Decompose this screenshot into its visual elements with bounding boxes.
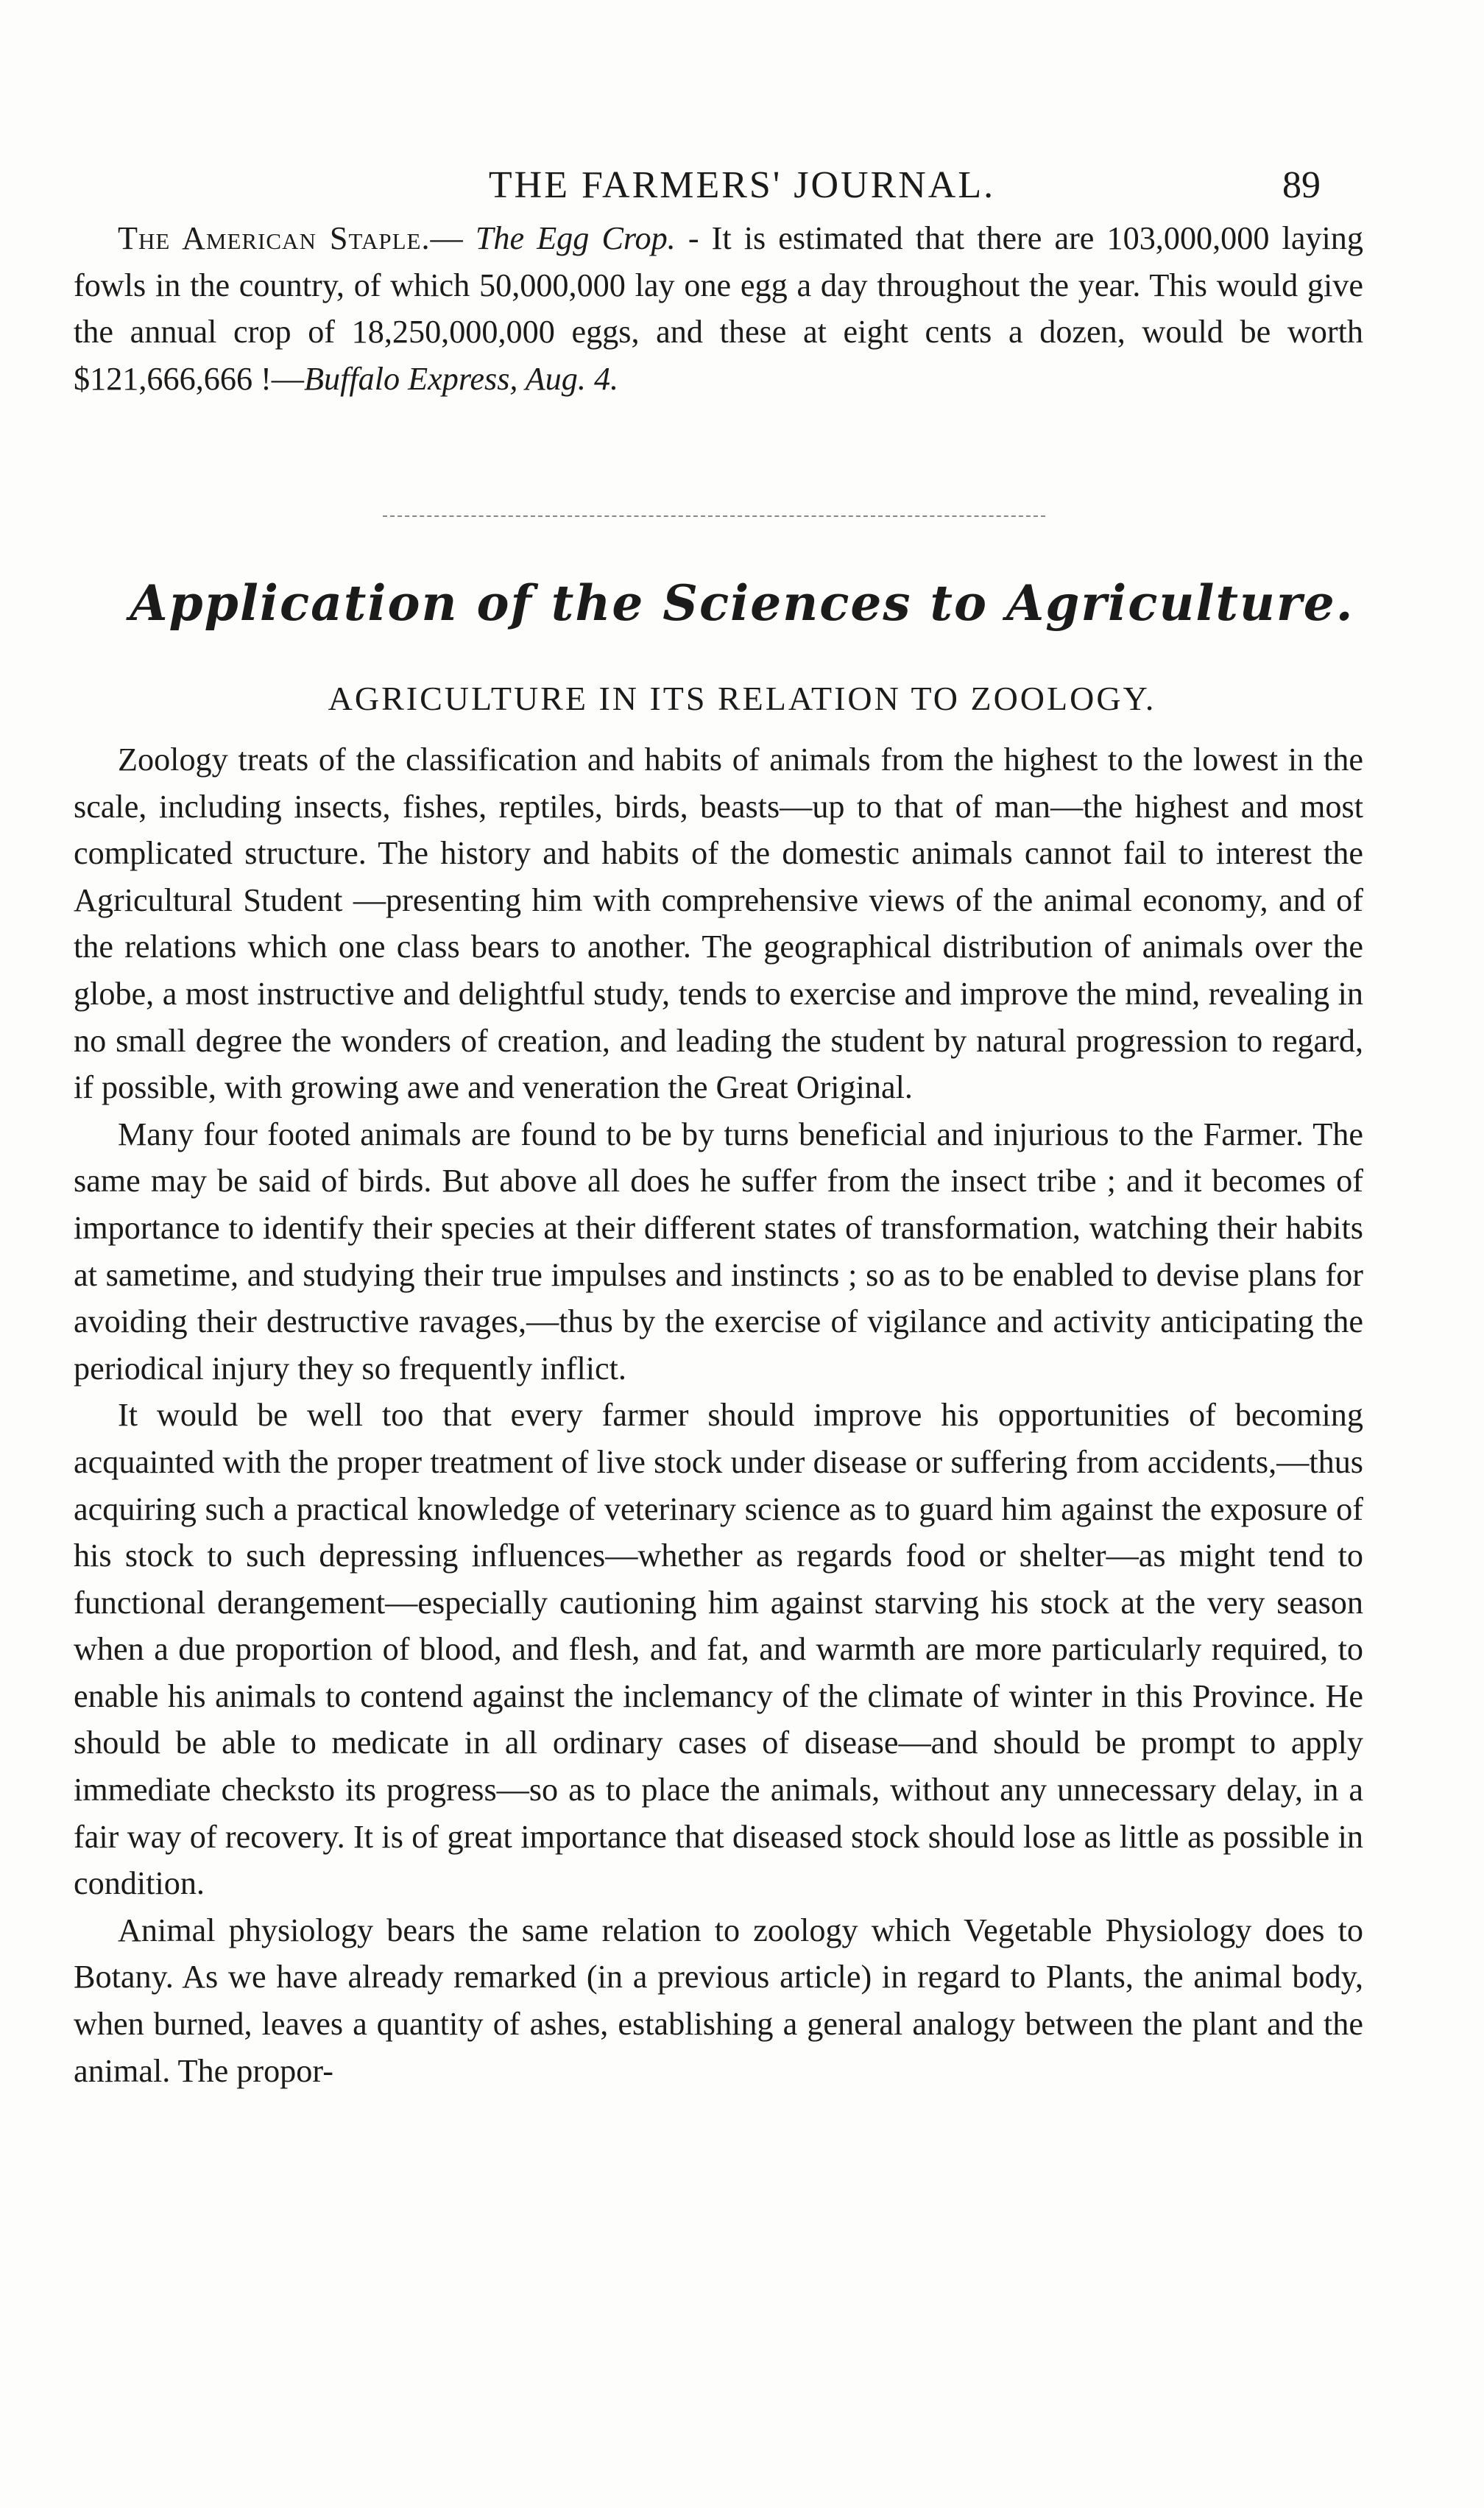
article-paragraph: Zoology treats of the classification and habits of animals from the highest to the lowest in the scale, including insects, fishes, reptiles, birds, beasts—up to that of man—the highest and most complicated structure. The history and habits of the domestic animals cannot fail to interest the Agricultural Student —presenting him with comprehensive views of the animal economy, and of the relations which one class bears to another. The geographical distribution of animals over the globe, a most instructive and delightful study, tends to exercise and improve the mind, revealing in no small degree the wonders of creation, and leading the student by natural progression to regard, if possible, with growing awe and veneration the Great Original. xyxy=(74,742,1363,1106)
egg-crop-note xyxy=(74,215,1363,402)
page-number: 89 xyxy=(1282,164,1321,206)
running-head xyxy=(0,163,1484,215)
egg-crop-paragraph xyxy=(74,215,1363,402)
egg-note-dash: — xyxy=(430,220,476,256)
section-divider xyxy=(383,515,1045,517)
article-paragraph: Animal physiology bears the same relation to zoology which Vegetable Physiology does to Botany. As we have already remarked (in a previous article) in regard to Plants, the animal body, when burned, leaves a quantity of ashes, establishing a general analogy between the plant and the animal. The propor- xyxy=(74,1912,1363,2089)
section-heading: Application of the Sciences to Agriculture. xyxy=(130,574,1354,632)
article-paragraph: It would be well too that every farmer should improve his opportunities of becoming acquainted with the proper treatment of live stock under disease or suffering from accidents,—thus acquiring such a practical knowledge of veterinary science as to guard him against the exposure of his stock to such depressing influences—whether as regards food or shelter—as might tend to functional derangement—especially cautioning him against starving his stock at the very season when a due proportion of blood, and flesh, and fat, and warmth are more particularly required, to enable his animals to contend against the inclemancy of the climate of winter in this Province. He should be able to medicate in all ordinary cases of disease—and should be prompt to apply immediate checksto its progress—so as to place the animals, without any unnecessary delay, in a fair way of recovery. It is of great importance that diseased stock should lose as little as possible in condition. xyxy=(74,1397,1363,1902)
journal-title: THE FARMERS' JOURNAL. xyxy=(488,164,996,206)
egg-note-text: - It is estimated that there are 103,000,000 laying fowls in the country, of which 50,000,000 lay one egg a day throughout the year. This would give the annual crop of 18,250,000,000 eggs, and these at eight cents a dozen, would be worth $121,666,666 !— xyxy=(74,220,1363,397)
egg-note-source: Buffalo Express, Aug. 4. xyxy=(303,360,619,397)
egg-note-subtitle: The Egg Crop. xyxy=(475,220,676,256)
egg-note-lead: The American Staple. xyxy=(118,220,431,256)
article-body xyxy=(74,736,1363,2094)
article-paragraph: Many four footed animals are found to be by turns beneficial and injurious to the Farmer. The same may be said of birds. But above all does he suffer from the insect tribe ; and it becomes of importance to identify their species at their different states of transformation, watching their habits at sametime, and studying their true impulses and instincts ; so as to be enabled to devise plans for avoiding their destructive ravages,—thus by the exercise of vigilance and activity anticipating the periodical injury they so frequently inflict. xyxy=(74,1116,1363,1387)
article-title: AGRICULTURE IN ITS RELATION TO ZOOLOGY. xyxy=(328,680,1156,717)
